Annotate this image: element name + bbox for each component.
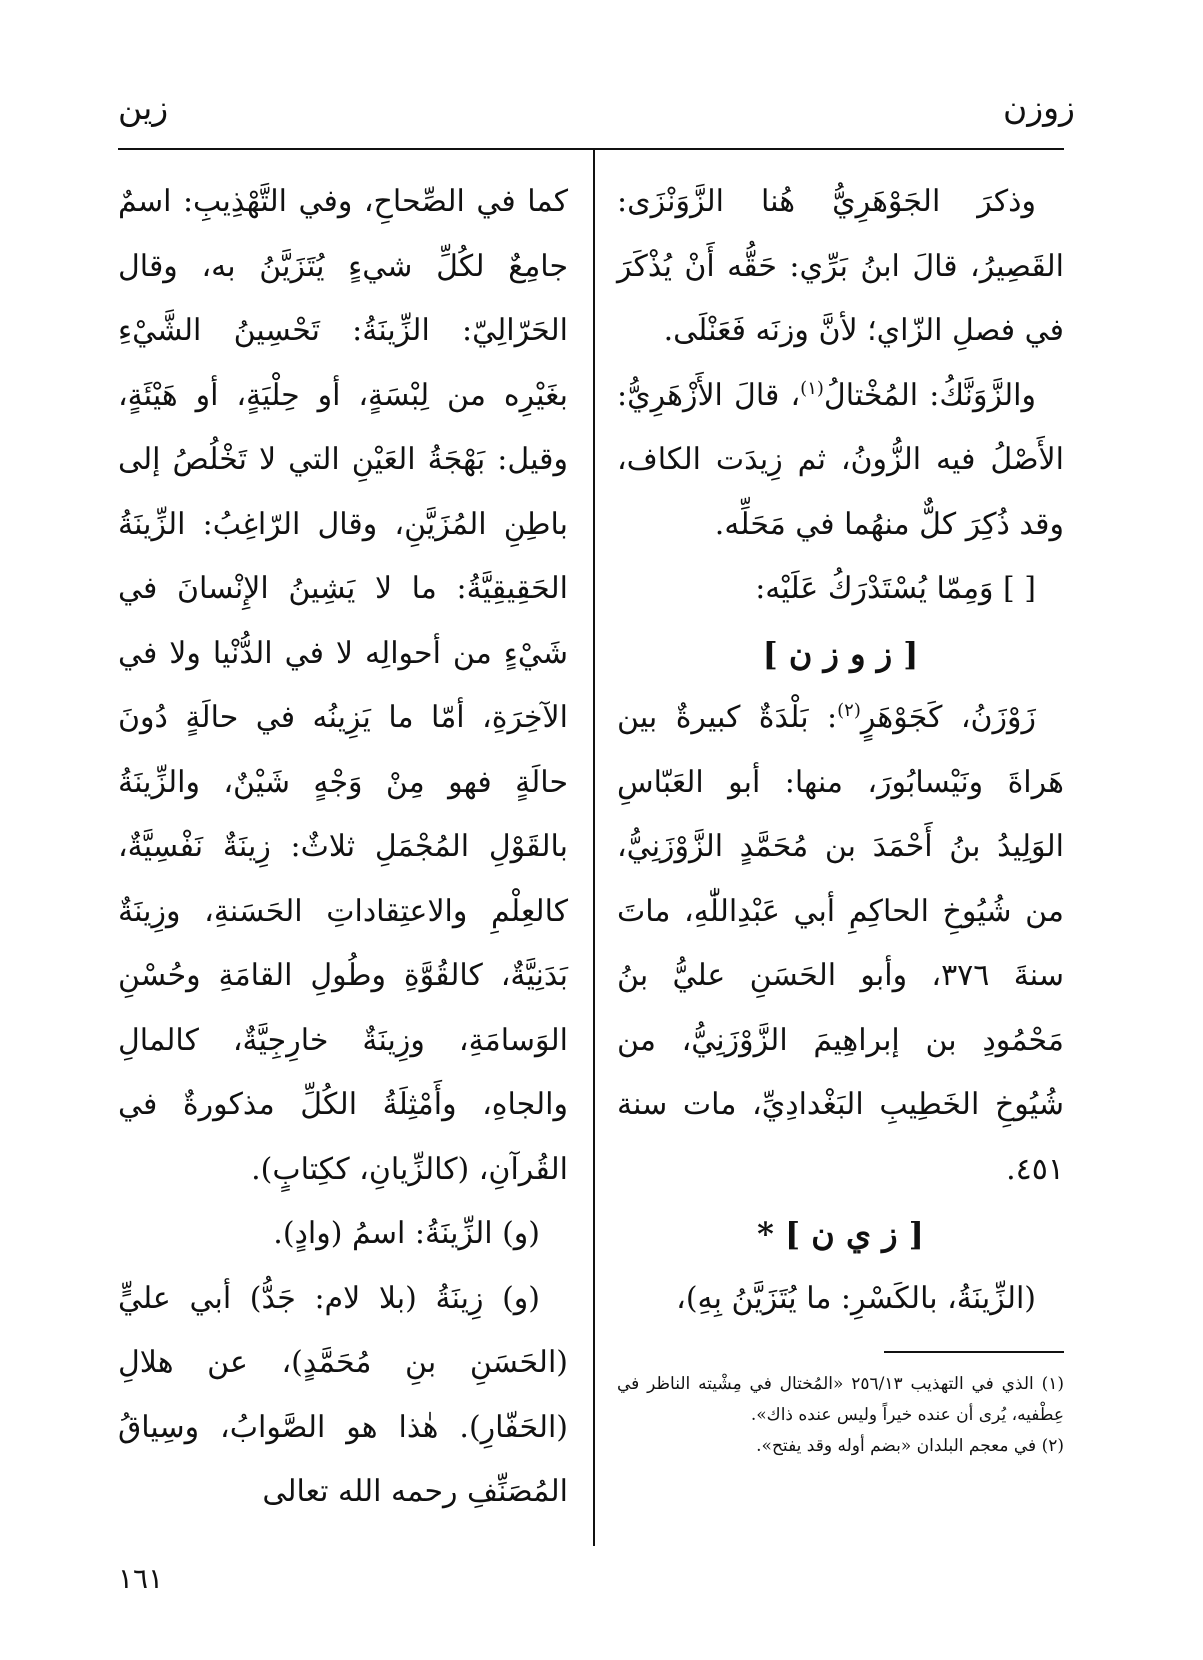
page-number: ١٦١ <box>118 1562 164 1595</box>
paragraph: كما في الصِّحاحِ، وفي التَّهْذِيبِ: اسمٌ جامِعٌ لكُلِّ شيءٍ يُتَزَيَّنُ به، وقال الحَرّالِيّ: الزِّينَةُ: تَحْسِينُ الشَّيْءِ بغَيْرِه من لِبْسَةٍ، أو حِلْيَةٍ، أو هَيْئَةٍ، وقيل: بَهْجَةُ العَيْنِ التي لا تَخْلُصُ إلى باطِنِ المُزَيَّنِ، وقال الرّاغِبُ: الزِّينَةُ الحَقِيقِيَّةُ: ما لا يَشِينُ الإِنْسانَ في شَيْءٍ من أحوالِه لا في الدُّنْيا ولا في الآخِرَةِ، أمّا ما يَزِينُه في حالَةٍ دُونَ حالَةٍ فهو مِنْ وَجْهٍ شَيْنٌ، والزِّينَةُ بالقَوْلِ المُجْمَلِ ثلاثٌ: زِينَةٌ نَفْسِيَّةٌ، كالعِلْمِ والاعتِقاداتِ الحَسَنةِ، وزِينَةٌ بَدَنِيَّةٌ، كالقُوَّةِ وطُولِ القامَةِ وحُسْنِ الوَسامَةِ، وزِينَةٌ خارِجِيَّةٌ، كالمالِ والجاهِ، وأَمْثِلَةُ الكُلِّ مذكورةٌ في القُرآنِ، (كالزِّيانِ، ككِتابٍ). <box>118 184 568 1187</box>
paragraph: (الزِّينَةُ، بالكَسْرِ: ما يُتَزَيَّنُ بِهِ)، <box>676 1280 1036 1316</box>
paragraph: (و) الزِّينَةُ: اسمُ (وادٍ). <box>273 1216 540 1251</box>
footnote-rule <box>884 1351 1064 1353</box>
footnote-marker: (١) <box>800 377 824 399</box>
running-head-right: زوزن <box>1002 88 1075 127</box>
paragraph-text: والزَّوَنَّكُ: المُخْتالُ <box>823 377 1036 413</box>
header-rule <box>118 148 1064 150</box>
paragraph-text: زَوْزَنُ، كَجَوْهَرٍ <box>860 700 1037 735</box>
left-column <box>118 170 568 1525</box>
running-head-left: زين <box>118 88 169 127</box>
paragraph <box>617 364 1064 558</box>
paragraph: [ ] وَمِمّا يُسْتَدْرَكُ عَلَيْه: <box>755 571 1036 606</box>
footnote: (٢) في معجم البلدان «بضم أوله وقد يفتح». <box>756 1436 1064 1456</box>
footnote-marker: (٢) <box>837 700 861 721</box>
footnote: (١) الذي في التهذيب ٢٥٦/١٣ «المُختال في مِشْيته الناظر في عِطْفيه، يُرى أن عنده خيراً وليس عنده ذاك». <box>617 1374 1064 1425</box>
paragraph: وذكرَ الجَوْهَرِيُّ هُنا الزَّوَنْزَى: القَصِيرُ، قالَ ابنُ بَرِّي: حَقُّه أَنْ يُذْكَرَ في فصلِ الزّاي؛ لأنَّ وزنَه فَعَنْلَى. <box>617 184 1064 348</box>
right-column <box>617 170 1064 1462</box>
column-divider <box>593 150 595 1546</box>
paragraph-text: ، قالَ الأَزْهَرِيُّ: الأَصْلُ فيه الزُّونُ، ثم زِيدَت الكاف، وقد ذُكِرَ كلٌّ منهُما في مَحَلِّه. <box>617 377 1064 542</box>
entry-heading: [ ز ي ن ] * <box>757 1215 924 1253</box>
footnotes <box>617 1369 1064 1462</box>
paragraph <box>617 686 1064 1202</box>
paragraph-text: : بَلْدَةٌ كبيرةٌ بين هَراةَ ونَيْسابُورَ، منها: أبو العَبّاسِ الوَلِيدُ بنُ أَحْمَدَ بن مُحَمَّدٍ الزَّوْزَنِيُّ، من شُيُوخِ الحاكِمِ أبي عَبْدِاللّٰهِ، ماتَ سنةَ ٣٧٦، وأبو الحَسَنِ عليُّ بنُ مَحْمُودِ بن إبراهِيمَ الزَّوْزَنِيُّ، من شُيُوخِ الخَطِيبِ البَغْدادِيِّ، مات سنة ٤٥١. <box>617 700 1064 1187</box>
entry-heading: [ ز و ز ن ] <box>762 634 919 673</box>
paragraph: (و) زِينَةُ (بلا لام: جَدُّ) أبي عليٍّ (الحَسَنِ بنِ مُحَمَّدٍ)، عن هلالِ (الحَفّارِ). هٰذا هو الصَّوابُ، وسِياقُ المُصَنِّفِ رحمه الله تعالى <box>118 1280 568 1509</box>
